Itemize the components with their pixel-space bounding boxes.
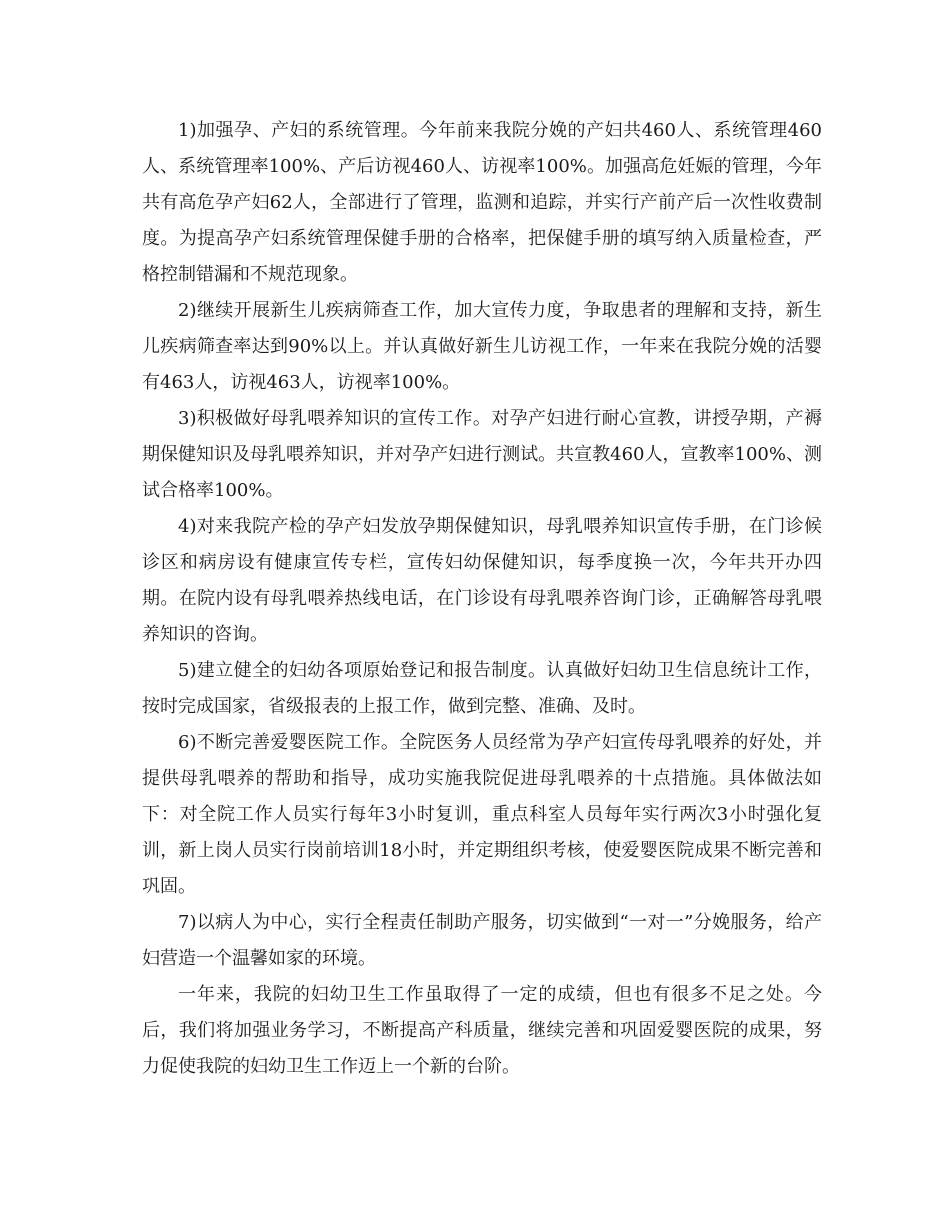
paragraph-conclusion: 一年来，我院的妇幼卫生工作虽取得了一定的成绩，但也有很多不足之处。今后，我们将加强业务学习，不断提高产科质量，继续完善和巩固爱婴医院的成果，努力促使我院的妇幼卫生工作迈上一个新的台阶。 (142, 984, 822, 1077)
paragraph-7: 7)以病人为中心，实行全程责任制助产服务，切实做到“一对一”分娩服务，给产妇营造一个温馨如家的环境。 (142, 912, 822, 969)
paragraph-1: 1)加强孕、产妇的系统管理。今年前来我院分娩的产妇共460人、系统管理460人、系统管理率100%、产后访视460人、访视率100%。加强高危妊娠的管理，今年共有高危孕产妇62人，全部进行了管理，监测和追踪，并实行产前产后一次性收费制度。为提高孕产妇系统管理保健手册的合格率，把保健手册的填写纳入质量检查，严格控制错漏和不规范现象。 (142, 120, 822, 285)
paragraph-6: 6)不断完善爱婴医院工作。全院医务人员经常为孕产妇宣传母乳喂养的好处，并提供母乳喂养的帮助和指导，成功实施我院促进母乳喂养的十点措施。具体做法如下：对全院工作人员实行每年3小时复训，重点科室人员每年实行两次3小时强化复训，新上岗人员实行岗前培训18小时，并定期组织考核，使爱婴医院成果不断完善和巩固。 (142, 732, 822, 897)
document-body (142, 113, 822, 1085)
paragraph-5: 5)建立健全的妇幼各项原始登记和报告制度。认真做好妇幼卫生信息统计工作，按时完成国家，省级报表的上报工作，做到完整、准确、及时。 (142, 660, 822, 717)
paragraph-2: 2)继续开展新生儿疾病筛查工作，加大宣传力度，争取患者的理解和支持，新生儿疾病筛查率达到90%以上。并认真做好新生儿访视工作，一年来在我院分娩的活婴有463人，访视463人，访视率100%。 (142, 300, 822, 393)
paragraph-3: 3)积极做好母乳喂养知识的宣传工作。对孕产妇进行耐心宣教，讲授孕期，产褥期保健知识及母乳喂养知识，并对孕产妇进行测试。共宣教460人，宣教率100%、测试合格率100%。 (142, 408, 822, 501)
paragraph-4: 4)对来我院产检的孕产妇发放孕期保健知识，母乳喂养知识宣传手册，在门诊候诊区和病房设有健康宣传专栏，宣传妇幼保健知识，每季度换一次，今年共开办四期。在院内设有母乳喂养热线电话，在门诊设有母乳喂养咨询门诊，正确解答母乳喂养知识的咨询。 (142, 516, 822, 645)
